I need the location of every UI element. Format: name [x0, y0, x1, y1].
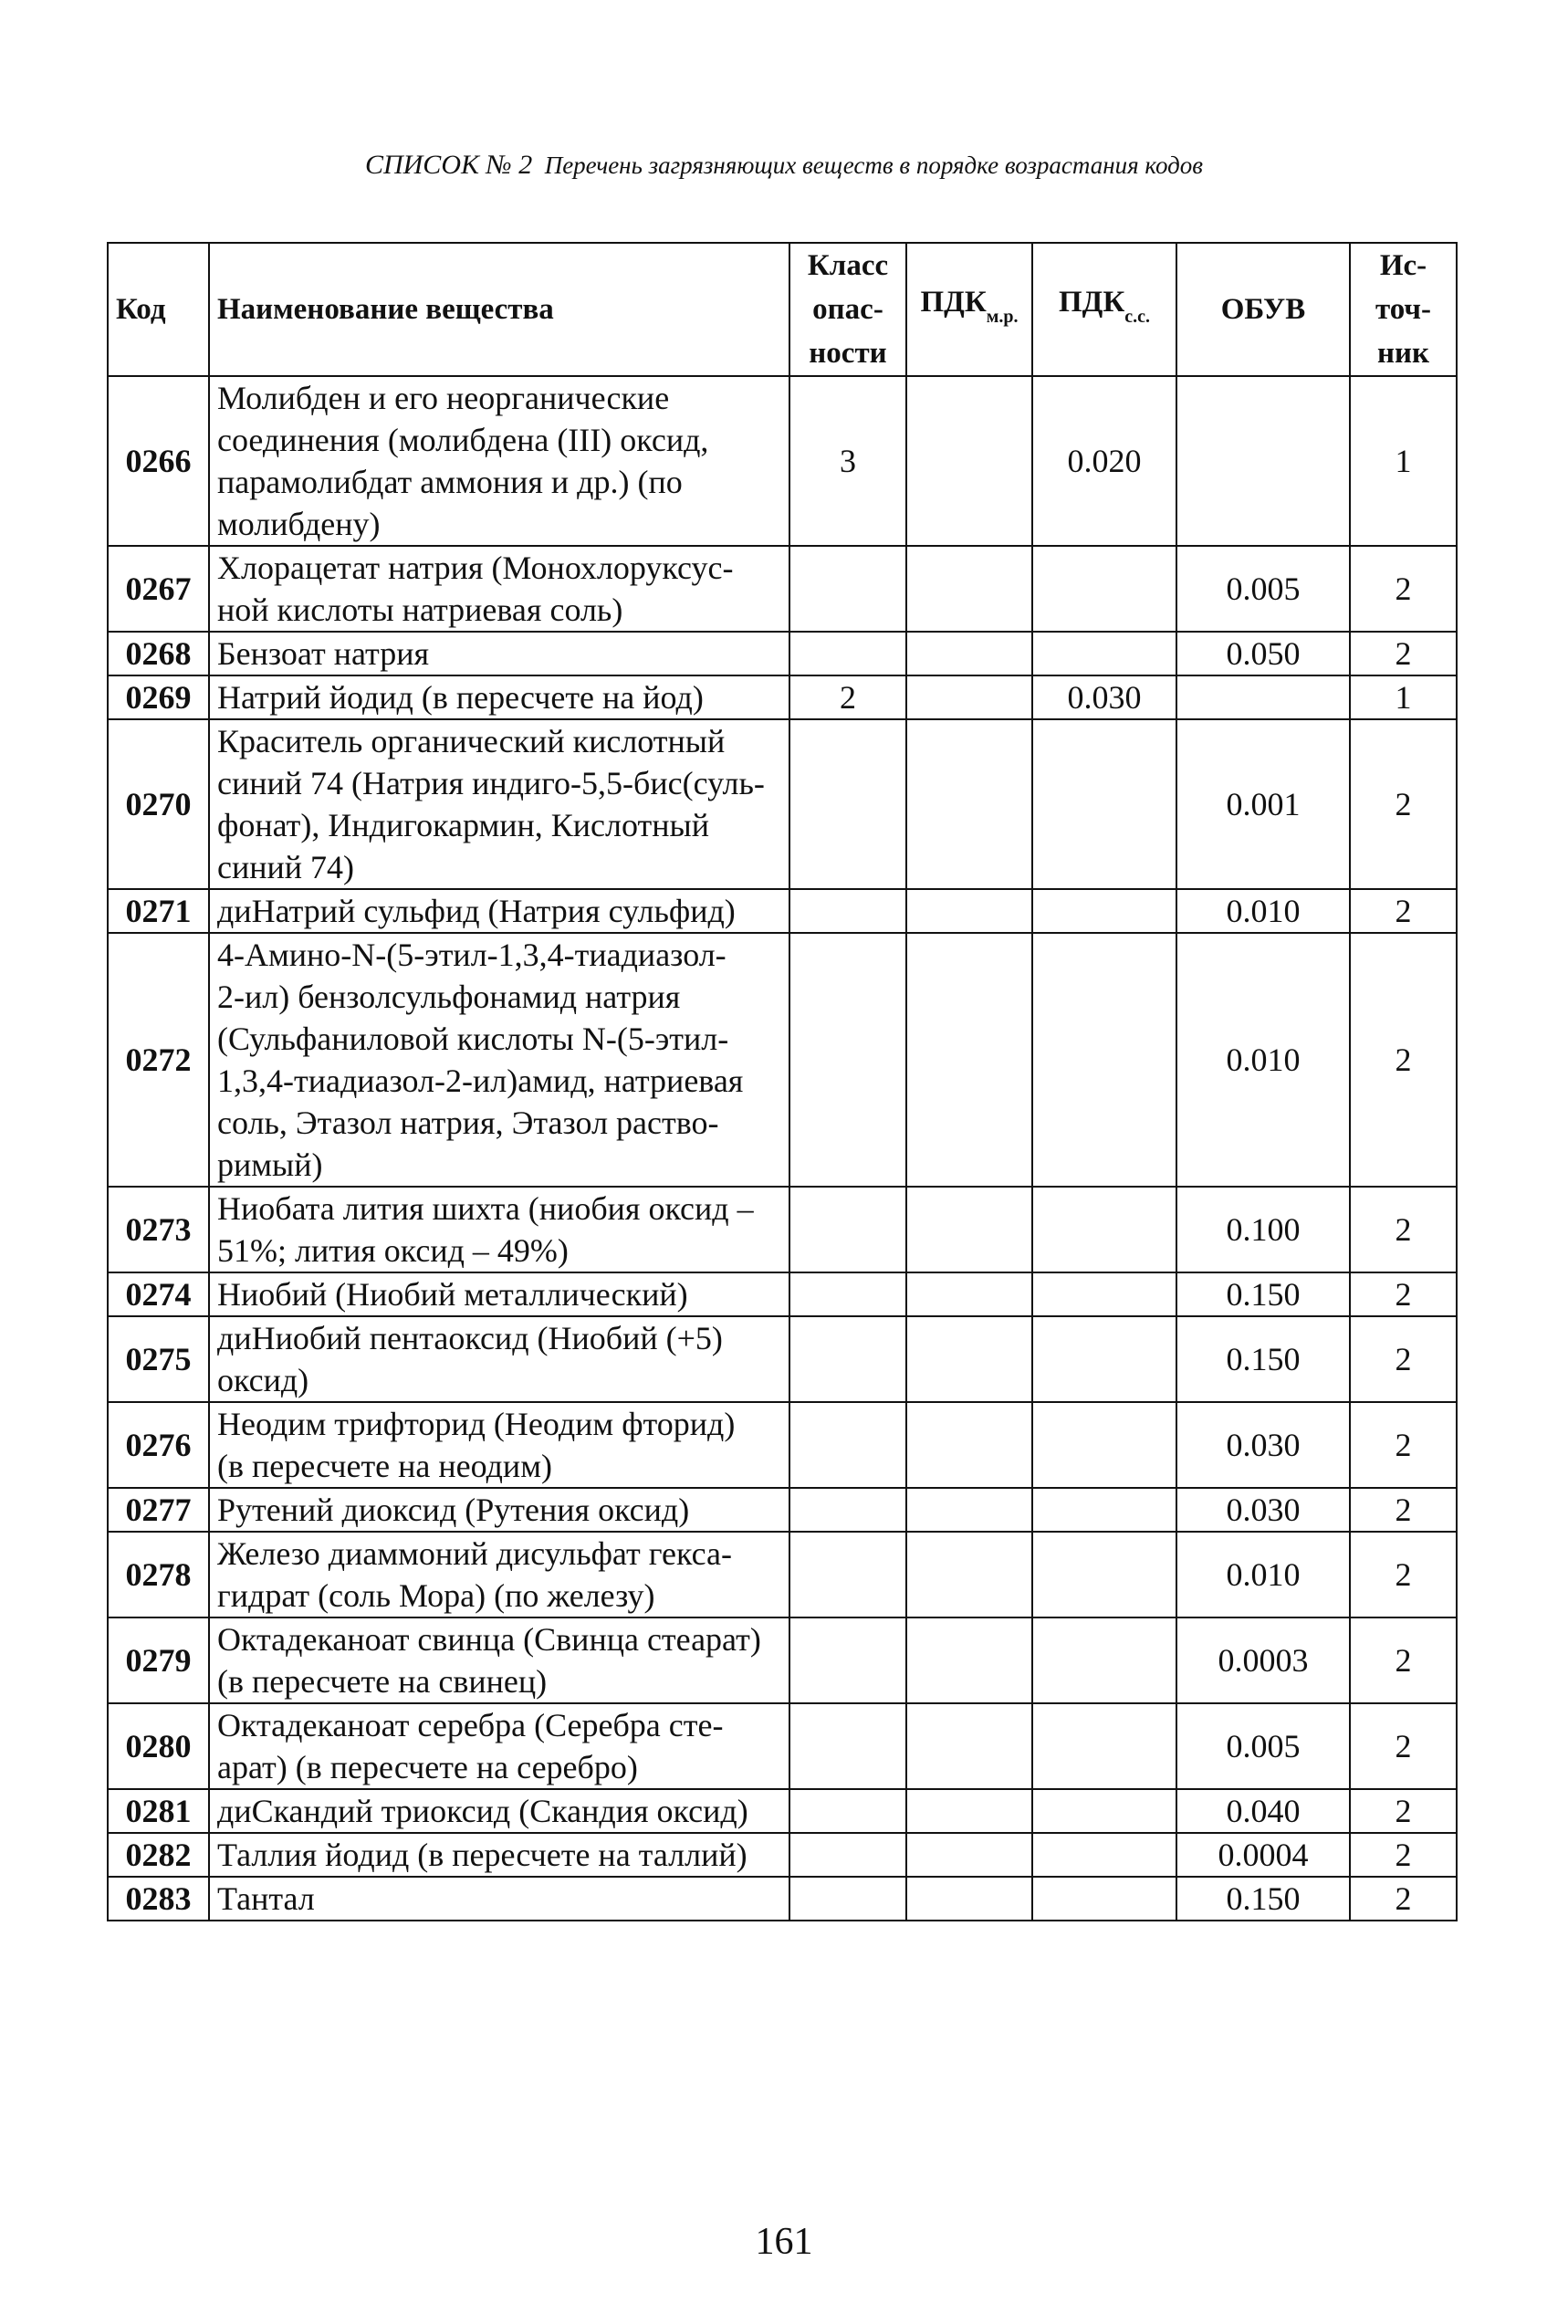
- obuv-value: 0.150: [1176, 1272, 1350, 1316]
- pdk-mr-value: [906, 1532, 1032, 1617]
- substance-name: [209, 1272, 789, 1316]
- substance-name-line: Хлорацетат натрия (Монохлоруксус-: [217, 550, 734, 586]
- source-line: ник: [1376, 337, 1430, 370]
- pdk-ss-value: [1032, 1316, 1176, 1402]
- substance-name-line: 4-Амино-N-(5-этил-1,3,4-тиадиазол-: [217, 937, 727, 973]
- table-row: [108, 1488, 1457, 1532]
- pdk-ss-value: [1032, 632, 1176, 675]
- substance-name-line: Молибден и его неорганические: [217, 380, 670, 416]
- source-value: 1: [1350, 675, 1457, 719]
- substance-name-line: арат) (в пересчете на серебро): [217, 1749, 638, 1785]
- source-value: 2: [1350, 632, 1457, 675]
- list-title: Перечень загрязняющих веществ в порядке возрастания кодов: [544, 152, 1204, 179]
- source-line: точ-: [1375, 293, 1432, 326]
- substance-name-line: синий 74 (Натрия индиго-5,5-бис(суль-: [217, 765, 765, 801]
- obuv-value: 0.040: [1176, 1789, 1350, 1833]
- hazard-class-value: 2: [789, 675, 906, 719]
- source-value: 2: [1350, 1617, 1457, 1703]
- hazard-class-value: 3: [789, 376, 906, 546]
- substance-name-line: диСкандий триоксид (Скандия оксид): [217, 1793, 748, 1829]
- source-value: 2: [1350, 1272, 1457, 1316]
- source-value: 2: [1350, 1703, 1457, 1789]
- col-header-hazard-class: [789, 243, 906, 376]
- pdk-mr-value: [906, 1703, 1032, 1789]
- substance-code: 0275: [108, 1316, 209, 1402]
- pdk-mr-value: [906, 1402, 1032, 1488]
- source-value: 2: [1350, 1532, 1457, 1617]
- pdk-ss-value: [1032, 1187, 1176, 1272]
- pdk-ss-value: [1032, 1488, 1176, 1532]
- substance-code: 0283: [108, 1877, 209, 1921]
- page-number: 161: [755, 2221, 813, 2263]
- source-value: 2: [1350, 889, 1457, 933]
- pdk-mr-value: [906, 1272, 1032, 1316]
- pdk-ss-value: [1032, 1532, 1176, 1617]
- pdk-ss-value: [1032, 1833, 1176, 1877]
- header-row: [108, 243, 1457, 376]
- obuv-value: 0.010: [1176, 933, 1350, 1187]
- substance-code: 0266: [108, 376, 209, 546]
- substance-name-line: Неодим трифторид (Неодим фторид): [217, 1406, 736, 1442]
- pdk-mr-value: [906, 1833, 1032, 1877]
- col-header-pdk-ss: [1032, 243, 1176, 376]
- substance-name: [209, 889, 789, 933]
- substance-name-line: фонат), Индигокармин, Кислотный: [217, 807, 709, 843]
- substance-name-line: 51%; лития оксид – 49%): [217, 1232, 569, 1269]
- substance-name-line: диНатрий сульфид (Натрия сульфид): [217, 893, 736, 929]
- substance-code: 0277: [108, 1488, 209, 1532]
- obuv-value: [1176, 675, 1350, 719]
- substance-name-line: соль, Этазол натрия, Этазол раство-: [217, 1104, 719, 1141]
- table-row: [108, 1402, 1457, 1488]
- substance-name-line: соединения (молибдена (III) оксид,: [217, 422, 709, 458]
- source-value: 2: [1350, 1402, 1457, 1488]
- hazard-class-line: Класс: [807, 249, 889, 282]
- hazard-class-value: [789, 719, 906, 889]
- substance-name: [209, 1877, 789, 1921]
- source-value: 2: [1350, 1877, 1457, 1921]
- pdk-mr-base: ПДК: [920, 286, 987, 319]
- table-row: [108, 1789, 1457, 1833]
- substance-name-line: римый): [217, 1146, 323, 1183]
- pdk-ss-value: 0.020: [1032, 376, 1176, 546]
- source-line: Ис-: [1379, 249, 1427, 282]
- obuv-value: 0.010: [1176, 1532, 1350, 1617]
- substance-code: 0281: [108, 1789, 209, 1833]
- obuv-value: 0.005: [1176, 1703, 1350, 1789]
- source-value: 2: [1350, 933, 1457, 1187]
- pdk-mr-value: [906, 675, 1032, 719]
- table-row: [108, 933, 1457, 1187]
- substance-name-line: оксид): [217, 1362, 309, 1398]
- col-header-obuv: ОБУВ: [1176, 243, 1350, 376]
- pdk-mr-value: [906, 1488, 1032, 1532]
- obuv-value: 0.030: [1176, 1488, 1350, 1532]
- table-row: [108, 719, 1457, 889]
- substance-name-line: гидрат (соль Мора) (по железу): [217, 1577, 655, 1614]
- pdk-ss-base: ПДК: [1058, 286, 1125, 319]
- substance-name-line: Октадеканоат серебра (Серебра сте-: [217, 1707, 724, 1743]
- pdk-mr-value: [906, 889, 1032, 933]
- pdk-ss-subscript: с.с.: [1124, 307, 1151, 327]
- table-row: [108, 1877, 1457, 1921]
- table-row: [108, 1532, 1457, 1617]
- source-value: 2: [1350, 1488, 1457, 1532]
- table-row: [108, 1316, 1457, 1402]
- substance-name: [209, 1833, 789, 1877]
- pdk-ss-value: [1032, 719, 1176, 889]
- obuv-value: 0.0004: [1176, 1833, 1350, 1877]
- table-row: [108, 889, 1457, 933]
- pdk-ss-value: [1032, 1877, 1176, 1921]
- obuv-value: 0.150: [1176, 1877, 1350, 1921]
- substance-code: 0273: [108, 1187, 209, 1272]
- substance-name: [209, 1703, 789, 1789]
- hazard-class-value: [789, 1272, 906, 1316]
- substance-name: [209, 1532, 789, 1617]
- obuv-value: 0.030: [1176, 1402, 1350, 1488]
- source-value: 2: [1350, 1789, 1457, 1833]
- obuv-value: 0.001: [1176, 719, 1350, 889]
- pdk-mr-value: [906, 632, 1032, 675]
- obuv-value: [1176, 376, 1350, 546]
- substance-code: 0276: [108, 1402, 209, 1488]
- substance-code: 0269: [108, 675, 209, 719]
- hazard-class-value: [789, 1316, 906, 1402]
- pdk-ss-value: [1032, 933, 1176, 1187]
- substance-name-line: молибдену): [217, 506, 381, 542]
- substance-name: [209, 1402, 789, 1488]
- hazard-class-value: [789, 1488, 906, 1532]
- pdk-ss-value: [1032, 1402, 1176, 1488]
- source-value: 2: [1350, 1833, 1457, 1877]
- hazard-class-value: [789, 1877, 906, 1921]
- obuv-value: 0.005: [1176, 546, 1350, 632]
- substance-name-line: (в пересчете на свинец): [217, 1663, 548, 1700]
- substance-name-line: Краситель органический кислотный: [217, 723, 726, 759]
- obuv-value: 0.0003: [1176, 1617, 1350, 1703]
- substance-name-line: Железо диаммоний дисульфат гекса-: [217, 1535, 732, 1572]
- pdk-mr-value: [906, 376, 1032, 546]
- substance-code: 0267: [108, 546, 209, 632]
- pdk-ss-value: [1032, 1703, 1176, 1789]
- hazard-class-value: [789, 1789, 906, 1833]
- source-value: 2: [1350, 1187, 1457, 1272]
- pdk-mr-value: [906, 1877, 1032, 1921]
- obuv-value: 0.150: [1176, 1316, 1350, 1402]
- table-row: [108, 1703, 1457, 1789]
- substances-table: [107, 242, 1458, 1921]
- substance-name-line: Ниобий (Ниобий металлический): [217, 1276, 688, 1313]
- hazard-class-value: [789, 1187, 906, 1272]
- substance-code: 0280: [108, 1703, 209, 1789]
- table-row: [108, 1187, 1457, 1272]
- substance-name-line: диНиобий пентаоксид (Ниобий (+5): [217, 1320, 723, 1356]
- table-body: [108, 376, 1457, 1921]
- table-row: [108, 376, 1457, 546]
- table-row: [108, 1833, 1457, 1877]
- substance-code: 0279: [108, 1617, 209, 1703]
- pdk-ss-value: [1032, 546, 1176, 632]
- pdk-mr-value: [906, 719, 1032, 889]
- running-head: [0, 150, 1568, 181]
- substance-name-line: ной кислоты натриевая соль): [217, 591, 623, 628]
- pdk-mr-value: [906, 546, 1032, 632]
- substance-code: 0278: [108, 1532, 209, 1617]
- hazard-class-value: [789, 1703, 906, 1789]
- hazard-class-line: ности: [809, 337, 887, 370]
- source-value: 2: [1350, 1316, 1457, 1402]
- substance-name: [209, 1617, 789, 1703]
- pdk-ss-value: [1032, 1617, 1176, 1703]
- hazard-class-value: [789, 546, 906, 632]
- substance-name: [209, 1789, 789, 1833]
- source-value: 1: [1350, 376, 1457, 546]
- table-row: [108, 675, 1457, 719]
- hazard-class-value: [789, 1617, 906, 1703]
- substance-name: [209, 376, 789, 546]
- pdk-mr-value: [906, 1187, 1032, 1272]
- source-value: 2: [1350, 546, 1457, 632]
- pdk-mr-value: [906, 1617, 1032, 1703]
- substance-name-line: парамолибдат аммония и др.) (по: [217, 464, 683, 500]
- hazard-class-value: [789, 1532, 906, 1617]
- obuv-value: 0.010: [1176, 889, 1350, 933]
- pdk-mr-value: [906, 933, 1032, 1187]
- substance-code: 0274: [108, 1272, 209, 1316]
- table-row: [108, 1617, 1457, 1703]
- pdk-ss-value: 0.030: [1032, 675, 1176, 719]
- table-row: [108, 1272, 1457, 1316]
- source-value: 2: [1350, 719, 1457, 889]
- pdk-ss-value: [1032, 1272, 1176, 1316]
- substance-name-line: Натрий йодид (в пересчете на йод): [217, 679, 704, 716]
- substance-name: [209, 675, 789, 719]
- substance-name-line: (Сульфаниловой кислоты N-(5-этил-: [217, 1021, 729, 1057]
- col-header-pdk-mr: [906, 243, 1032, 376]
- pdk-mr-value: [906, 1789, 1032, 1833]
- substance-name-line: Бензоат натрия: [217, 635, 430, 672]
- list-number: СПИСОК № 2: [364, 150, 533, 180]
- hazard-class-value: [789, 1833, 906, 1877]
- substance-name: [209, 1488, 789, 1532]
- substance-name-line: Ниобата лития шихта (ниобия оксид –: [217, 1190, 754, 1227]
- substance-name-line: 2-ил) бензолсульфонамид натрия: [217, 979, 681, 1015]
- hazard-class-line: опас-: [812, 293, 883, 326]
- col-header-code: Код: [108, 243, 209, 376]
- substance-name: [209, 719, 789, 889]
- obuv-value: 0.050: [1176, 632, 1350, 675]
- substance-code: 0271: [108, 889, 209, 933]
- substance-name: [209, 1187, 789, 1272]
- col-header-source: [1350, 243, 1457, 376]
- substance-name: [209, 933, 789, 1187]
- substance-code: 0270: [108, 719, 209, 889]
- substance-name-line: Рутений диоксид (Рутения оксид): [217, 1492, 690, 1528]
- table-row: [108, 546, 1457, 632]
- substance-code: 0282: [108, 1833, 209, 1877]
- hazard-class-value: [789, 889, 906, 933]
- obuv-value: 0.100: [1176, 1187, 1350, 1272]
- pdk-mr-value: [906, 1316, 1032, 1402]
- substance-name-line: Тантал: [217, 1880, 315, 1917]
- hazard-class-value: [789, 1402, 906, 1488]
- hazard-class-value: [789, 632, 906, 675]
- substance-code: 0268: [108, 632, 209, 675]
- substance-name-line: 1,3,4-тиадиазол-2-ил)амид, натриевая: [217, 1063, 744, 1099]
- table-row: [108, 632, 1457, 675]
- substance-code: 0272: [108, 933, 209, 1187]
- substance-name: [209, 632, 789, 675]
- substance-name: [209, 1316, 789, 1402]
- substance-name-line: (в пересчете на неодим): [217, 1448, 552, 1484]
- pdk-mr-subscript: м.р.: [986, 307, 1019, 327]
- substance-name-line: Октадеканоат свинца (Свинца стеарат): [217, 1621, 761, 1658]
- pdk-ss-value: [1032, 889, 1176, 933]
- substance-name-line: Таллия йодид (в пересчете на таллий): [217, 1837, 747, 1873]
- hazard-class-value: [789, 933, 906, 1187]
- substance-name-line: синий 74): [217, 849, 355, 885]
- substance-name: [209, 546, 789, 632]
- pdk-ss-value: [1032, 1789, 1176, 1833]
- col-header-name: Наименование вещества: [209, 243, 789, 376]
